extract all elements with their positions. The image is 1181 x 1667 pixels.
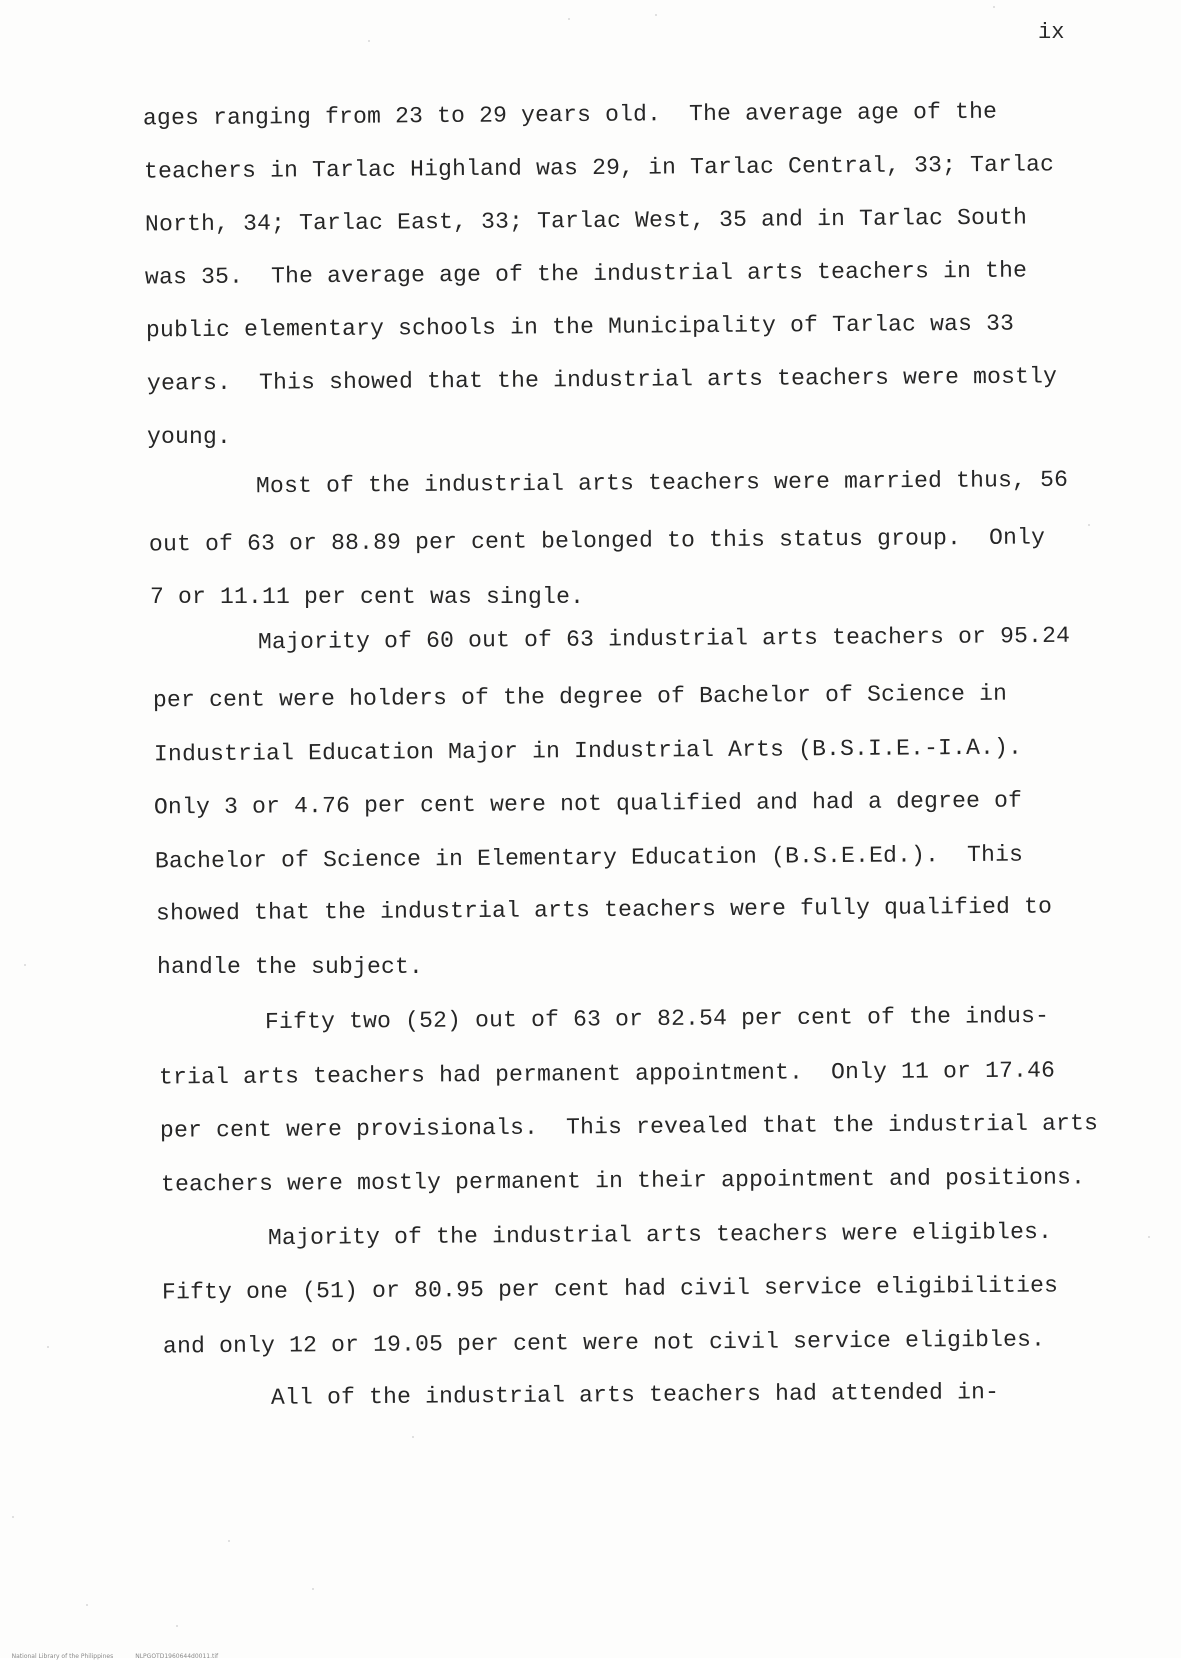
page-number: ix [1038,20,1065,45]
text-line: North, 34; Tarlac East, 33; Tarlac West, 35 and in Tarlac South [144,204,1028,238]
scan-speck [86,1604,88,1606]
text-line: Majority of the industrial arts teachers were eligibles. [267,1218,1053,1252]
text-line: teachers were mostly permanent in their appointment and positions. [160,1164,1086,1198]
text-line: out of 63 or 88.89 per cent belonged to this status group. Only [148,524,1046,558]
scan-speck [176,1625,178,1627]
scan-speck [568,18,570,20]
text-line: handle the subject. [157,954,424,980]
text-line: 7 or 11.11 per cent was single. [150,584,585,610]
scan-speck [228,1540,230,1542]
scan-speck [368,40,370,42]
text-line: Fifty two (52) out of 63 or 82.54 per cent of the indus- [264,1002,1050,1036]
scan-speck [1088,524,1090,526]
text-line: and only 12 or 19.05 per cent were not civil service eligibles. [162,1326,1046,1360]
text-line: All of the industrial arts teachers had attended in- [270,1379,1000,1411]
text-line: per cent were holders of the degree of Bachelor of Science in [152,680,1008,714]
footer-file: NLPGOTD1960644d0011.tif [135,1653,219,1660]
scan-speck [1148,1236,1150,1238]
scan-speck [47,1346,49,1348]
footer-source: National Library of the Philippines [11,1653,114,1660]
text-line: Bachelor of Science in Elementary Education (B.S.E.Ed.). This [154,841,1024,875]
scan-speck [24,964,26,966]
text-line: per cent were provisionals. This revealed that the industrial arts [159,1110,1099,1144]
scan-speck [312,1588,314,1590]
scan-speck [655,14,657,16]
text-line: Majority of 60 out of 63 industrial arts teachers or 95.24 [257,622,1071,656]
text-line: trial arts teachers had permanent appointment. Only 11 or 17.46 [158,1057,1056,1091]
text-line: Only 3 or 4.76 per cent were not qualified and had a degree of [153,787,1023,821]
text-line: Most of the industrial arts teachers were married thus, 56 [255,466,1069,500]
text-line: teachers in Tarlac Highland was 29, in Tarlac Central, 33; Tarlac [143,151,1055,185]
scan-footer [4,1646,218,1667]
text-line: Industrial Education Major in Industrial Arts (B.S.I.E.-I.A.). [153,734,1023,768]
text-line: ages ranging from 23 to 29 years old. The average age of the [142,98,998,132]
text-line: showed that the industrial arts teachers were fully qualified to [155,893,1053,927]
text-line: Fifty one (51) or 80.95 per cent had civil service eligibilities [161,1272,1059,1306]
scan-speck [12,1516,14,1518]
scan-speck [993,6,995,8]
text-line: young. [147,424,232,450]
text-line: public elementary schools in the Municipality of Tarlac was 33 [145,310,1015,344]
scan-speck [412,1436,414,1438]
text-line: was 35. The average age of the industrial arts teachers in the [144,257,1028,291]
text-line: years. This showed that the industrial arts teachers were mostly [146,363,1058,397]
